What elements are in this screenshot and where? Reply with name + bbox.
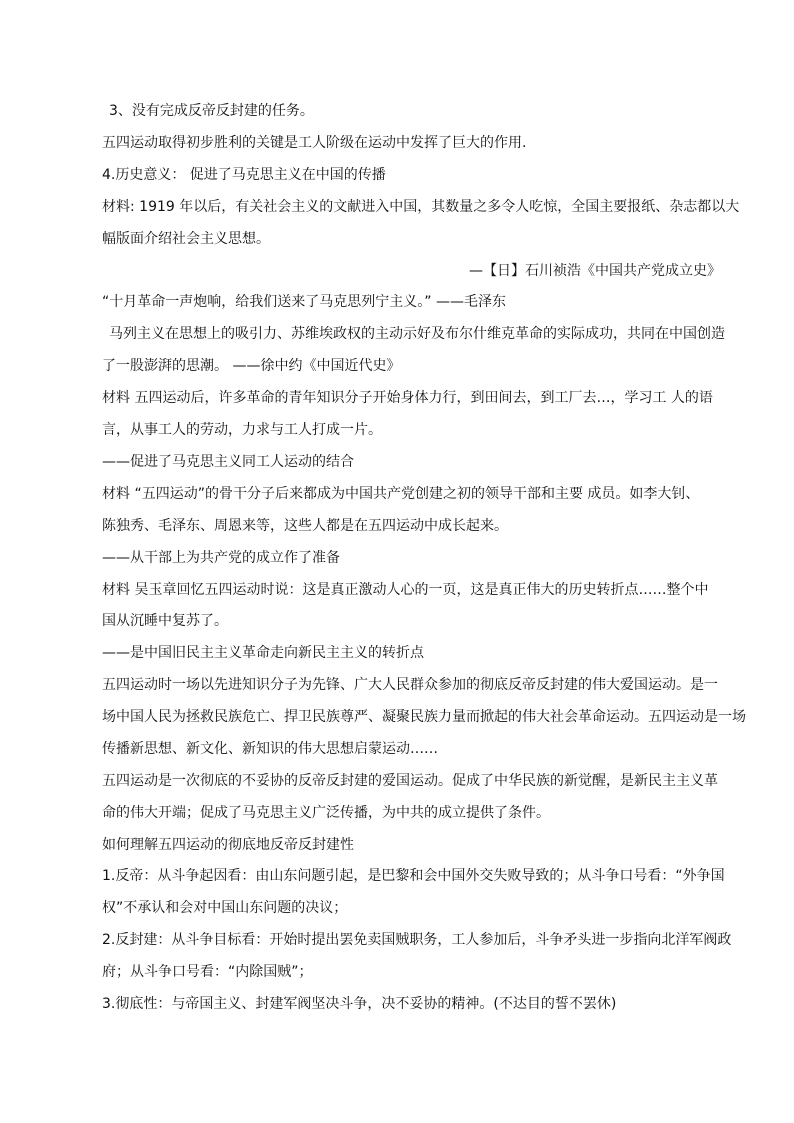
text-line-material-4: 材料 吴玉章回忆五四运动时说：这是真正激动人心的一页，这是真正伟大的历史转折点……整个中 (102, 582, 709, 598)
quote-mao: “十月革命一声炮响，给我们送来了马克思列宁主义。” ——毛泽东 (102, 294, 506, 310)
text-line-thoroughness: 3.彻底性：与帝国主义、封建军阀坚决斗争，决不妥协的精神。(不达目的誓不罢休) (102, 996, 617, 1012)
text-line-key-factor: 五四运动取得初步胜利的关键是工人阶级在运动中发挥了巨大的作用. (102, 135, 527, 151)
text-line-material-1: 材料: 1919 年以后，有关社会主义的文献进入中国，其数量之多令人吃惊，全国主要报纸、杂志都以大 (102, 199, 740, 215)
text-line-summary-1-end: 传播新思想、新文化、新知识的伟大思想启蒙运动…… (102, 741, 438, 757)
text-line-material-1-cont: 幅版面介绍社会主义思想。 (102, 231, 270, 247)
text-line-anti-feudalism-cont: 府；从斗争口号看：“内除国贼”； (102, 964, 313, 980)
text-line-anti-imperialism-cont: 权”不承认和会对中国山东问题的决议； (102, 900, 348, 916)
text-line-marxism-appeal-cont: 了一股澎湃的思潮。 ——徐中约《中国近代史》 (102, 358, 401, 374)
heading-historical-significance: 4.历史意义： 促进了马克思主义在中国的传播 (102, 167, 386, 183)
text-line-summary-2-cont: 命的伟大开端；促成了马克思主义广泛传播，为中共的成立提供了条件。 (102, 805, 550, 821)
heading-how-to-understand: 如何理解五四运动的彻底地反帝反封建性 (102, 837, 354, 853)
text-line-summary-1: 五四运动时一场以先进知识分子为先锋、广大人民群众参加的彻底反帝反封建的伟大爱国运动。是一 (102, 677, 718, 693)
text-line-material-3-cont: 陈独秀、毛泽东、周恩来等，这些人都是在五四运动中成长起来。 (102, 518, 508, 534)
text-line-material-2-cont: 言，从事工人的劳动，力求与工人打成一片。 (102, 422, 382, 438)
text-line-marxism-appeal: 马列主义在思想上的吸引力、苏维埃政权的主动示好及布尔什维克革命的实际成功，共同在中国创造 (109, 326, 725, 342)
citation-ishikawa: —【日】石川祯浩《中国共产党成立史》 (469, 263, 721, 279)
conclusion-workers-movement: ——促进了马克思主义同工人运动的结合 (102, 454, 354, 470)
text-line-anti-feudalism: 2.反封建：从斗争目标看：开始时提出罢免卖国贼职务，工人参加后，斗争矛头进一步指向北洋军阀政 (102, 932, 732, 948)
text-line-summary-1-cont: 场中国人民为拯救民族危亡、捍卫民族尊严、凝聚民族力量而掀起的伟大社会革命运动。五四运动是一场 (102, 709, 746, 725)
text-line-task: 3、没有完成反帝反封建的任务。 (109, 103, 314, 119)
conclusion-cadres: ——从干部上为共产党的成立作了准备 (102, 550, 340, 566)
text-line-material-2: 材料 五四运动后，许多革命的青年知识分子开始身体力行，到田间去，到工厂去…，学习工 人的语 (102, 390, 713, 406)
text-line-material-3: 材料 “五四运动”的骨干分子后来都成为中国共产党创建之初的领导干部和主要 成员。如李大钊、 (102, 486, 700, 502)
text-line-summary-2: 五四运动是一次彻底的不妥协的反帝反封建的爱国运动。促成了中华民族的新觉醒，是新民主主义革 (102, 773, 718, 789)
conclusion-turning-point: ——是中国旧民主主义革命走向新民主主义的转折点 (102, 645, 424, 661)
text-line-material-4-cont: 国从沉睡中复苏了。 (102, 613, 228, 629)
text-line-anti-imperialism: 1.反帝：从斗争起因看：由山东问题引起，是巴黎和会中国外交失败导致的；从斗争口号看：“外争国 (102, 868, 725, 884)
